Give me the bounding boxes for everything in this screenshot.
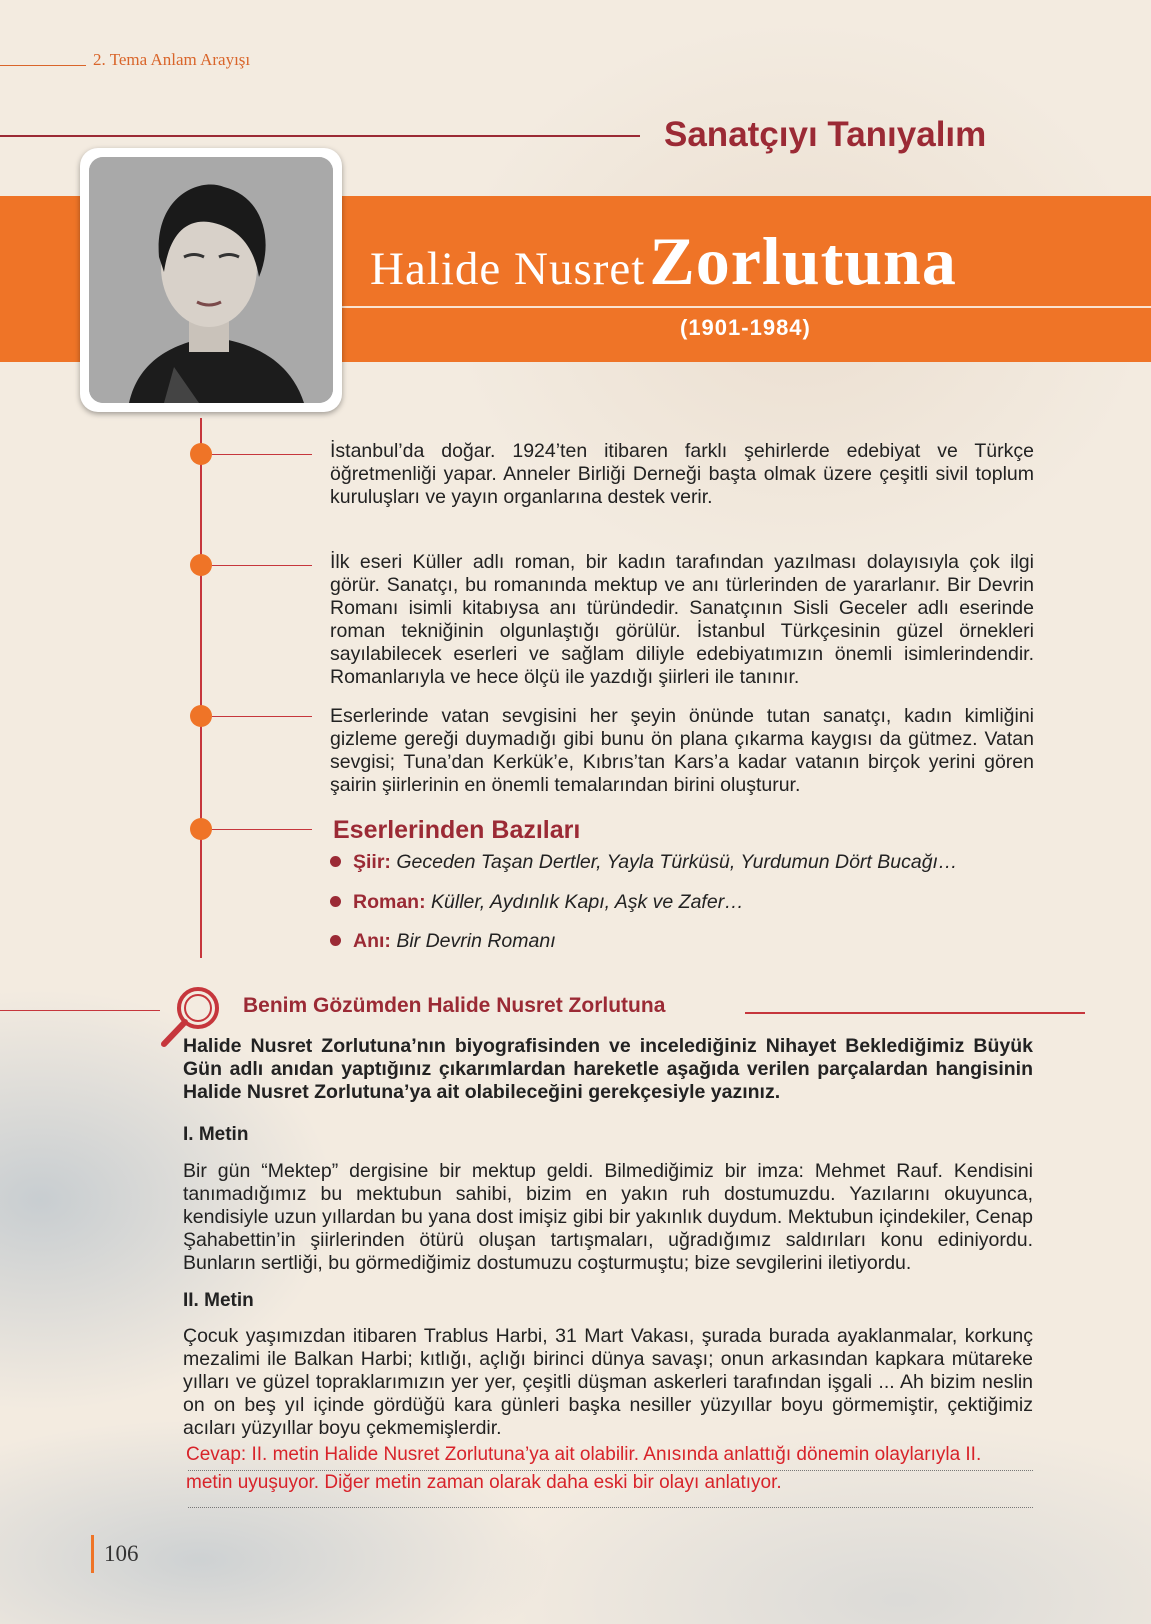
author-photo-frame — [80, 148, 342, 412]
answer-rule — [188, 1470, 1033, 1471]
answer-rule — [188, 1507, 1033, 1508]
work-label: Anı: — [353, 930, 391, 952]
section-title: Sanatçıyı Tanıyalım — [664, 115, 987, 154]
text2-body: Çocuk yaşımızdan itibaren Trablus Harbi, 31 Mart Vakası, şurada burada ayaklanmalar, korkunç mezalimi ile Balkan Harbi; kıtlığı, açlığı birinci dünya savaşı; onun arkasından kapkara mütareke yılları ve güzel topraklarımızın yer yer, çeşitli düşman askerleri tarafından işgali ... Ah bizim neslin on on beş yıl içinde gördüğü kara günleri başka nesiller yüzyıllar boyu görmemiştir, çektiğimiz acıları yüzyıllar boyu çekmemişlerdir. — [183, 1325, 1033, 1439]
activity-rule-right — [745, 1012, 1085, 1014]
work-value: Küller, Aydınlık Kapı, Aşk ve Zafer… — [431, 891, 744, 913]
bio-paragraph-2: İlk eseri Küller adlı roman, bir kadın tarafından yazılması dolayısıyla çok ilgi görür. Sanatçı, bu romanında mektup ve anı türlerinden de yararlanır. Bir Devrin Romanı isimli kitabıysa anı türündedir. Sanatçının Sisli Geceler adlı eserinde roman tekniğinin olgunlaştığı görülür. İstanbul Türkçesinin güzel örnekleri sayılabilecek eserleri ve sağlam diliyle edebiyatımızın önemli isimlerindendir. Romanlarıyla ve hece ölçü ile yazdığı şiirleri ile tanınır. — [330, 551, 1034, 688]
work-item — [330, 851, 957, 874]
title-band-rule — [340, 306, 1151, 308]
page-number: 106 — [104, 1541, 139, 1566]
author-name — [370, 222, 957, 301]
chapter-header: 2. Tema Anlam Arayışı — [93, 50, 251, 69]
text1-body: Bir gün “Mektep” dergisine bir mektup geldi. Bilmediğimiz bir imza: Mehmet Rauf. Kendisini tanımadığımız bu mektubun sahibi, bizim en yakın ruh dostumuzdu. Yazılarını okuyunca, kendisiyle uzun yıllardan bu yana dost imişiz gibi bir yakınlık duydum. Mektubun içindekiler, Cenap Şahabettin’in şiirlerinden ötürü oluşan tartışmaları, uğradığımız saldırıları konu ediniyordu. Bunların sertliği, bu görmediğimiz dostumuzu coşturmuştu; bize sevgilerini iletiyordu. — [183, 1160, 1033, 1274]
work-label: Roman: — [353, 891, 426, 913]
activity-question: Halide Nusret Zorlutuna’nın biyografisinden ve incelediğiniz Nihayet Beklediğimiz Büyük Gün adlı anıdan yaptığınız çıkarımlardan hareketle aşağıda verilen parçalardan hangisinin Halide Nusret Zorlutuna’ya ait olabileceğini gerekçesiyle yazınız. — [183, 1035, 1033, 1103]
bullet-icon — [330, 935, 341, 946]
timeline-connector — [212, 716, 312, 717]
author-photo — [89, 157, 333, 403]
timeline-dot — [190, 705, 212, 727]
bullet-icon — [330, 896, 341, 907]
timeline-line — [200, 418, 202, 958]
text1-heading: I. Metin — [183, 1124, 249, 1145]
author-first-name: Halide Nusret — [370, 243, 646, 295]
works-title: Eserlerinden Bazıları — [333, 816, 581, 844]
answer-line-2: metin uyuşuyor. Diğer metin zaman olarak daha eski bir olayı anlatıyor. — [186, 1472, 782, 1493]
work-label: Şiir: — [353, 851, 391, 873]
timeline-dot — [190, 818, 212, 840]
author-last-name: Zorlutuna — [649, 223, 957, 299]
activity-title: Benim Gözümden Halide Nusret Zorlutuna — [243, 994, 666, 1017]
bio-paragraph-3: Eserlerinde vatan sevgisini her şeyin önünde tutan sanatçı, kadın kimliğini gizleme gereği duymadığı gibi bunu ön plana çıkarma kaygısı da gütmez. Vatan sevgisi; Tuna’dan Kerkük’e, Kıbrıs’tan Kars’a kadar vatanın birçok yerini gören şairin şiirlerinin en önemli temalarından birini oluşturur. — [330, 705, 1034, 796]
work-item — [330, 891, 744, 914]
section-rule — [0, 135, 640, 137]
work-item — [330, 930, 556, 953]
author-years: (1901-1984) — [680, 315, 811, 340]
bullet-icon — [330, 856, 341, 867]
header-rule — [0, 65, 86, 66]
work-value: Geceden Taşan Dertler, Yayla Türküsü, Yurdumun Dört Bucağı… — [396, 851, 958, 873]
bio-paragraph-1: İstanbul’da doğar. 1924’ten itibaren farklı şehirlerde edebiyat ve Türkçe öğretmenliği yapar. Anneler Birliği Derneği başta olmak üzere çeşitli sivil toplum kuruluşları ve yayın organlarına destek verir. — [330, 440, 1034, 508]
timeline-dot — [190, 554, 212, 576]
timeline-connector — [212, 565, 312, 566]
activity-rule-left — [0, 1010, 160, 1011]
page-number-bar — [91, 1535, 94, 1573]
timeline-connector — [212, 829, 312, 830]
work-value: Bir Devrin Romanı — [396, 930, 556, 952]
portrait-illustration — [89, 157, 333, 403]
answer-line-1: Cevap: II. metin Halide Nusret Zorlutuna’ya ait olabilir. Anısında anlattığı dönemin olaylarıyla II. — [186, 1444, 982, 1465]
timeline-dot — [190, 443, 212, 465]
text2-heading: II. Metin — [183, 1290, 254, 1311]
timeline-connector — [212, 454, 312, 455]
